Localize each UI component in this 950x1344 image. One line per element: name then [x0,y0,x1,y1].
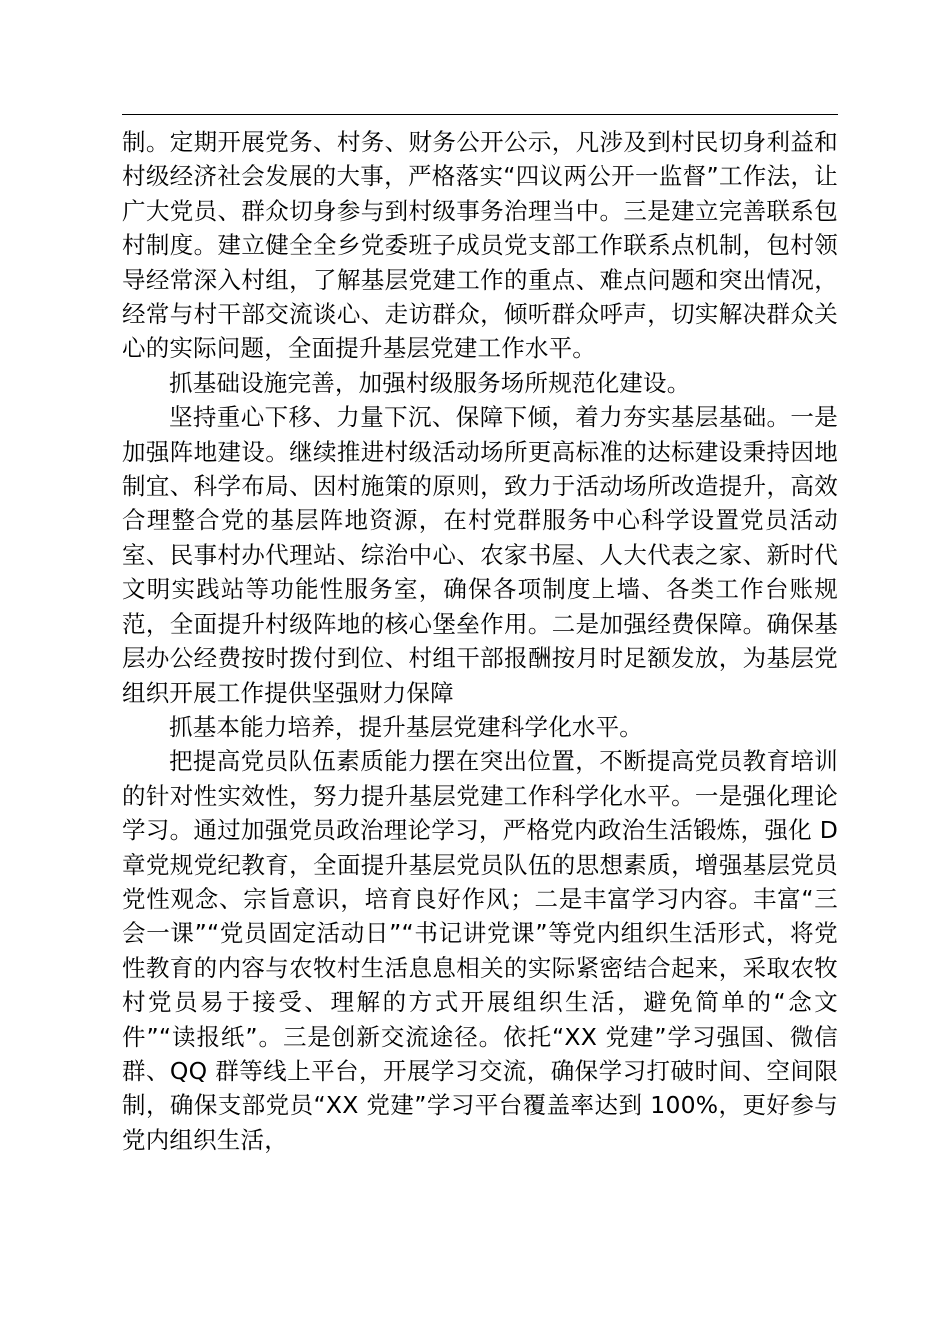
paragraph-1: 制。定期开展党务、村务、财务公开公示，凡涉及到村民切身利益和村级经济社会发展的大事，严格落实“四议两公开一监督”工作法，让广大党员、群众切身参与到村级事务治理当中。三是建立完善联系包村制度。建立健全全乡党委班子成员党支部工作联系点机制，包村领导经常深入村组，了解基层党建工作的重点、难点问题和突出情况，经常与村干部交流谈心、走访群众，倾听群众呼声，切实解决群众关心的实际问题，全面提升基层党建工作水平。 [122,128,838,363]
document-body [122,125,838,1157]
paragraph-2-heading: 抓基础设施完善，加强村级服务场所规范化建设。 [169,368,691,397]
paragraph-3: 坚持重心下移、力量下沉、保障下倾，着力夯实基层基础。一是加强阵地建设。继续推进村级活动场所更高标准的达标建设秉持因地制宜、科学布局、因村施策的原则，致力于活动场所改造提升，高效合理整合党的基层阵地资源，在村党群服务中心科学设置党员活动室、民事村办代理站、综治中心、农家书屋、人大代表之家、新时代文明实践站等功能性服务室，确保各项制度上墙、各类工作台账规范，全面提升村级阵地的核心堡垒作用。二是加强经费保障。确保基层办公经费按时拨付到位、村组干部报酬按月时足额发放，为基层党组织开展工作提供坚强财力保障 [122,403,838,707]
paragraph-5: 把提高党员队伍素质能力摆在突出位置，不断提高党员教育培训的针对性实效性，努力提升基层党建工作科学化水平。一是强化理论学习。通过加强党员政治理论学习，严格党内政治生活锻炼，强化 D 章党规党纪教育，全面提升基层党员队伍的思想素质，增强基层党员党性观念、宗旨意识，培育良好作风；二是丰富学习内容。丰富“三会一课”“党员固定活动日”“书记讲党课”等党内组织生活形式，将党性教育的内容与农牧村生活息息相关的实际紧密结合起来，采取农牧村党员易于接受、理解的方式开展组织生活，避免简单的“念文件”“读报纸”。三是创新交流途径。依托“XX 党建”学习强国、微信群、QQ 群等线上平台，开展学习交流，确保学习打破时间、空间限制，确保支部党员“XX 党建”学习平台覆盖率达到 100%，更好参与党内组织生活， [122,747,838,1154]
header-rule [122,114,838,115]
paragraph-4-heading: 抓基本能力培养，提升基层党建科学化水平。 [169,712,643,741]
